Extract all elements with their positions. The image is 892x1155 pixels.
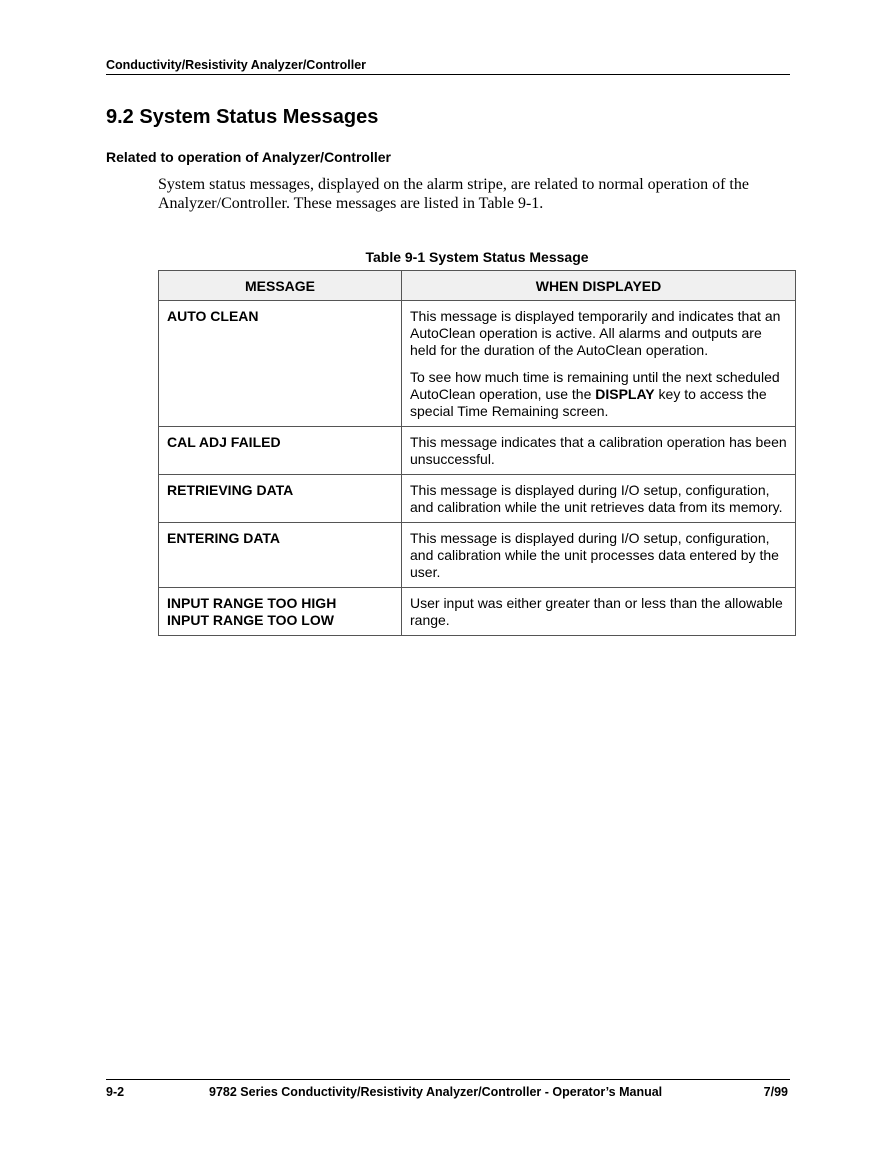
- table-caption: Table 9-1 System Status Message: [365, 249, 589, 265]
- table-header-row: [159, 271, 796, 301]
- message-line: INPUT RANGE TOO LOW: [167, 612, 334, 628]
- message-cell: ENTERING DATA: [159, 523, 402, 588]
- table-row: [159, 301, 796, 427]
- description-paragraph: This message is displayed during I/O setup, configuration, and calibration while the unit retrieves data from its memory.: [410, 482, 783, 515]
- message-line: INPUT RANGE TOO HIGH: [167, 595, 337, 611]
- description-paragraph: [410, 369, 787, 420]
- description-paragraph: This message is displayed temporarily and indicates that an AutoClean operation is active. All alarms and outputs are held for the duration of the AutoClean operation.: [410, 308, 781, 358]
- table-row: [159, 523, 796, 588]
- running-header: Conductivity/Resistivity Analyzer/Controller: [106, 58, 790, 75]
- running-footer: [106, 1079, 790, 1099]
- description-text: To see how much time is remaining until the next scheduled AutoClean operation, use the: [410, 369, 780, 402]
- intro-paragraph: System status messages, displayed on the alarm stripe, are related to normal operation of the Analyzer/Controller. These messages are listed in Table 9-1.: [158, 176, 749, 212]
- display-key-label: DISPLAY: [595, 386, 655, 402]
- status-message-table: [158, 270, 796, 636]
- column-header-message: MESSAGE: [159, 271, 402, 301]
- message-cell: AUTO CLEAN: [159, 301, 402, 427]
- revision-date: 7/99: [763, 1085, 788, 1099]
- description-paragraph: User input was either greater than or less than the allowable range.: [410, 595, 783, 628]
- description-cell: [402, 301, 796, 427]
- message-cell: CAL ADJ FAILED: [159, 427, 402, 475]
- section-subheading: Related to operation of Analyzer/Controller: [106, 149, 391, 165]
- section-title: 9.2 System Status Messages: [106, 106, 379, 128]
- message-cell: [159, 588, 402, 636]
- table-row: [159, 475, 796, 523]
- description-cell: [402, 588, 796, 636]
- page-number: 9-2: [106, 1085, 125, 1099]
- description-paragraph: This message indicates that a calibration operation has been unsuccessful.: [410, 434, 787, 467]
- table-row: [159, 588, 796, 636]
- description-cell: [402, 475, 796, 523]
- description-paragraph: This message is displayed during I/O setup, configuration, and calibration while the unit processes data entered by the user.: [410, 530, 779, 580]
- message-cell: RETRIEVING DATA: [159, 475, 402, 523]
- description-cell: [402, 427, 796, 475]
- manual-title: 9782 Series Conductivity/Resistivity Analyzer/Controller - Operator’s Manual: [209, 1085, 663, 1099]
- description-cell: [402, 523, 796, 588]
- description-text: key to access the special Time Remaining screen.: [410, 386, 767, 419]
- table-row: [159, 427, 796, 475]
- column-header-when-displayed: WHEN DISPLAYED: [402, 271, 796, 301]
